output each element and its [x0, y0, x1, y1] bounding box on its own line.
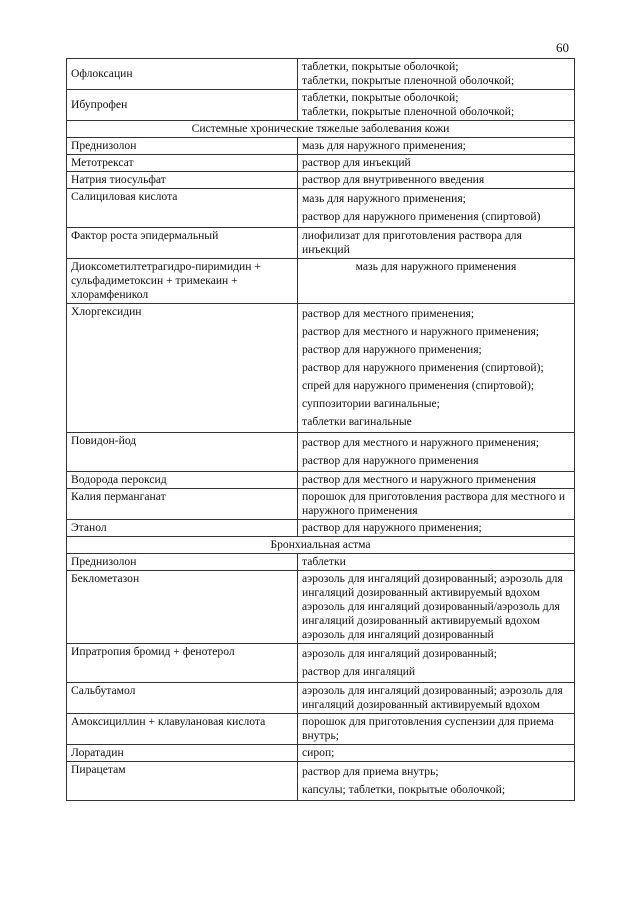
drug-name-cell: Ибупрофен — [67, 90, 298, 121]
table-row — [67, 571, 575, 644]
drug-name-cell: Калия перманганат — [67, 489, 298, 520]
dosage-form: лиофилизат для приготовления раствора для инъекций — [302, 229, 522, 256]
drug-name-cell: Сальбутамол — [67, 683, 298, 714]
dosage-forms-cell — [298, 644, 575, 683]
drug-name-cell: Этанол — [67, 520, 298, 537]
dosage-form: раствор для наружного применения (спиртовой); — [302, 361, 544, 374]
table-row — [67, 520, 575, 537]
dosage-forms-cell — [298, 59, 575, 90]
table-row — [67, 90, 575, 121]
dosage-form: таблетки — [302, 555, 346, 568]
table-row — [67, 155, 575, 172]
page-number: 60 — [556, 40, 569, 55]
table-row — [67, 59, 575, 90]
dosage-forms-cell — [298, 189, 575, 228]
table-row — [67, 138, 575, 155]
dosage-form: раствор для наружного применения; — [302, 521, 482, 534]
section-title: Бронхиальная астма — [67, 537, 575, 554]
table-row — [67, 259, 575, 304]
table-row — [67, 714, 575, 745]
dosage-form: раствор для наружного применения (спиртовой) — [302, 210, 541, 223]
dosage-form: сироп; — [302, 746, 335, 759]
drug-name-cell: Повидон-йод — [67, 433, 298, 472]
dosage-form: аэрозоль для ингаляций дозированный; — [302, 647, 497, 660]
dosage-form: капсулы; таблетки, покрытые оболочкой; — [302, 783, 506, 796]
drug-name-cell: Фактор роста эпидермальный — [67, 228, 298, 259]
dosage-form: аэрозоль для ингаляций дозированный; аэрозоль для ингаляций дозированный активируемый вдохом — [302, 572, 563, 599]
drug-name-cell: Амоксициллин + клавулановая кислота — [67, 714, 298, 745]
table-row — [67, 433, 575, 472]
dosage-forms-cell — [298, 762, 575, 801]
table-row — [67, 762, 575, 801]
dosage-form: таблетки, покрытые пленочной оболочкой; — [302, 105, 515, 118]
table-row — [67, 472, 575, 489]
drug-name-cell: Преднизолон — [67, 554, 298, 571]
dosage-form: аэрозоль для ингаляций дозированный/аэрозоль для ингаляций дозированный активируемый вдохом — [302, 600, 560, 627]
dosage-forms-cell — [298, 472, 575, 489]
section-row — [67, 121, 575, 138]
drug-name-cell: Ипратропия бромид + фенотерол — [67, 644, 298, 683]
dosage-forms-cell — [298, 745, 575, 762]
section-title: Системные хронические тяжелые заболевания кожи — [67, 121, 575, 138]
dosage-forms-cell — [298, 304, 575, 433]
table-row — [67, 304, 575, 433]
dosage-forms-cell — [298, 228, 575, 259]
dosage-form: мазь для наружного применения; — [302, 192, 466, 205]
dosage-forms-cell — [298, 90, 575, 121]
dosage-forms-cell — [298, 683, 575, 714]
dosage-form: раствор для местного и наружного применения — [302, 473, 536, 486]
dosage-forms-cell — [298, 138, 575, 155]
drug-name-cell: Преднизолон — [67, 138, 298, 155]
table-row — [67, 489, 575, 520]
dosage-forms-cell — [298, 155, 575, 172]
dosage-forms-cell — [298, 571, 575, 644]
table-row — [67, 644, 575, 683]
dosage-form: аэрозоль для ингаляций дозированный; аэрозоль для ингаляций дозированный активируемый вдохом — [302, 684, 563, 711]
dosage-form: суппозитории вагинальные; — [302, 397, 440, 410]
dosage-form: раствор для местного и наружного применения; — [302, 436, 540, 449]
dosage-form: таблетки, покрытые оболочкой; — [302, 60, 459, 73]
dosage-forms-cell — [298, 714, 575, 745]
dosage-form: аэрозоль для ингаляций дозированный — [302, 628, 494, 641]
drug-name-cell: Пирацетам — [67, 762, 298, 801]
dosage-forms-cell — [298, 259, 575, 304]
drug-name-cell: Диоксометилтетрагидро-пиримидин + сульфадиметоксин + тримекаин + хлорамфеникол — [67, 259, 298, 304]
dosage-form: таблетки, покрытые оболочкой; — [302, 91, 459, 104]
table-row — [67, 172, 575, 189]
dosage-form: порошок для приготовления раствора для местного и наружного применения — [302, 490, 566, 517]
dosage-form: мазь для наружного применения; — [302, 139, 466, 152]
drug-name-cell: Салициловая кислота — [67, 189, 298, 228]
drug-table — [66, 58, 575, 801]
table-row — [67, 745, 575, 762]
section-row — [67, 537, 575, 554]
drug-name-cell: Натрия тиосульфат — [67, 172, 298, 189]
dosage-forms-cell — [298, 433, 575, 472]
dosage-form: раствор для местного и наружного применения; — [302, 325, 540, 338]
dosage-form: раствор для ингаляций — [302, 665, 416, 678]
dosage-form: раствор для наружного применения — [302, 454, 479, 467]
table-row — [67, 554, 575, 571]
dosage-form: таблетки вагинальные — [302, 415, 412, 428]
dosage-forms-cell — [298, 554, 575, 571]
dosage-forms-cell — [298, 520, 575, 537]
dosage-form: таблетки, покрытые пленочной оболочкой; — [302, 74, 515, 87]
drug-name-cell: Хлоргексидин — [67, 304, 298, 433]
drug-table-body — [67, 59, 575, 801]
table-row — [67, 228, 575, 259]
dosage-forms-cell — [298, 489, 575, 520]
dosage-form: раствор для внутривенного введения — [302, 173, 485, 186]
table-row — [67, 683, 575, 714]
drug-name-cell: Водорода пероксид — [67, 472, 298, 489]
dosage-form: раствор для наружного применения; — [302, 343, 482, 356]
dosage-form: мазь для наружного применения — [355, 260, 517, 273]
dosage-form: спрей для наружного применения (спиртовой); — [302, 379, 535, 392]
dosage-form: порошок для приготовления суспензии для приема внутрь; — [302, 715, 554, 742]
dosage-form: раствор для инъекций — [302, 156, 411, 169]
drug-name-cell: Офлоксацин — [67, 59, 298, 90]
drug-name-cell: Беклометазон — [67, 571, 298, 644]
drug-name-cell: Метотрексат — [67, 155, 298, 172]
dosage-forms-cell — [298, 172, 575, 189]
dosage-form: раствор для приема внутрь; — [302, 765, 439, 778]
drug-name-cell: Лоратадин — [67, 745, 298, 762]
table-row — [67, 189, 575, 228]
dosage-form: раствор для местного применения; — [302, 307, 475, 320]
